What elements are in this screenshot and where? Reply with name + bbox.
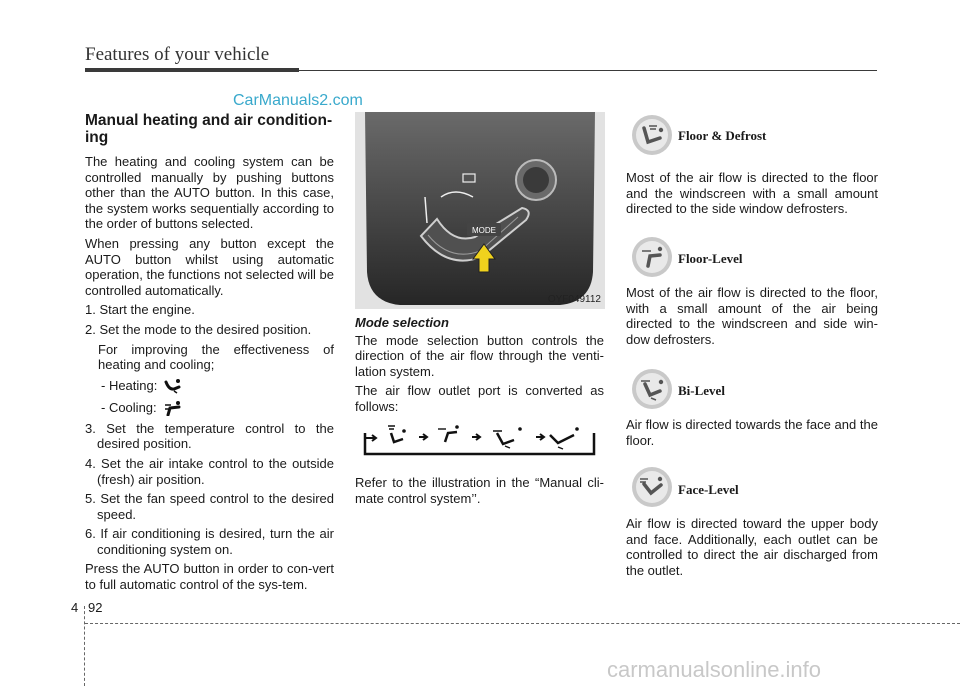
step-item: 2. Set the mode to the desired position. [85,321,312,337]
mode-title: Face-Level [678,482,739,497]
chapter-number: 4 [71,600,79,615]
paragraph: The heating and cooling system can be controlled manually by pushing buttons other than the AUTO button. In this case, the system works sequentially according to the order of buttons selected. [85,154,334,232]
heating-hint [85,377,334,395]
mode-title: Floor & Defrost [678,128,767,143]
header-rule-thick [85,68,299,72]
mode-button-photo [355,112,605,309]
paragraph: When pressing any button except the AUTO button whilst using automatic operation, the functions not selected will be controlled automatically. [85,235,334,298]
bi-level-icon [493,427,522,448]
footer-watermark: carmanualsonline.info [607,657,822,682]
paragraph: The air flow outlet port is converted as follows: [355,383,604,414]
middle-column-bottom [355,475,604,510]
step-item: 3. Set the temperature control to the desired position. [85,420,334,452]
mode-description: Air flow is directed towards the face and the floor. [626,417,878,448]
heating-label: - Heating: [101,377,158,393]
mode-sequence-diagram [362,422,597,458]
paragraph: The mode selection button controls the direction of the air flow through the venti-lation system. [355,332,604,379]
mode-floor-defrost [626,114,878,224]
mode-bi-level [626,368,878,453]
header-rule-thin [299,70,877,71]
mode-description: Air flow is directed toward the upper body and face. Additionally, each outlet can be controlled to direct the air discharged from the outlet. [626,516,878,578]
bi-level-icon [631,368,673,410]
paragraph: Refer to the illustration in the “Manual cli-mate control system’’. [355,475,604,506]
page-number: 92 [88,600,103,615]
floor-level-icon [438,425,459,442]
step-item: 4. Set the air intake control to the outside (fresh) air position. [85,455,334,487]
floor-defrost-icon [388,426,406,442]
step-item: 1. Start the engine. [85,302,195,318]
cooling-label: - Cooling: [101,399,157,415]
floor-mode-icon [163,378,183,394]
mode-title: Floor-Level [678,251,743,266]
floor-level-icon [631,236,673,278]
step-item: 5. Set the fan speed control to the desired speed. [85,491,334,522]
floor-defrost-icon [631,114,673,156]
control-panel-illustration [355,112,605,309]
page-header-title: Features of your vehicle [85,44,270,65]
cooling-hint [85,399,334,417]
step-note: For improving the effectiveness of heating and cooling; [98,341,334,373]
face-level-icon [550,427,579,449]
face-mode-icon [163,400,183,416]
middle-column [355,315,604,419]
section-heading-mode: Mode selection [355,315,449,330]
left-column [85,112,334,597]
footer-divider [84,606,85,686]
face-level-icon [631,466,673,508]
section-heading-manual: Manual heating and air condition-ing [85,112,333,146]
mode-face-level [626,466,878,581]
mode-description: Most of the air flow is directed to the floor, with a small amount of the air being directed to the windscreen and side win-dow defrosters. [626,285,878,347]
step-item: 6. If air conditioning is desired, turn the air conditioning system on. [85,526,334,557]
mode-description: Most of the air flow is directed to the floor and the windscreen with a small amount directed to the side window defrosters. [626,170,878,217]
watermark-link[interactable]: CarManuals2.com [233,92,363,109]
mode-button-text: MODE [472,226,496,235]
paragraph: Press the AUTO button in order to con-vert to full automatic control of the sys-tem. [85,561,334,593]
image-code: OYF049112 [547,294,601,305]
footer-rule [85,623,960,624]
mode-title: Bi-Level [678,383,725,398]
mode-floor-level [626,236,878,351]
